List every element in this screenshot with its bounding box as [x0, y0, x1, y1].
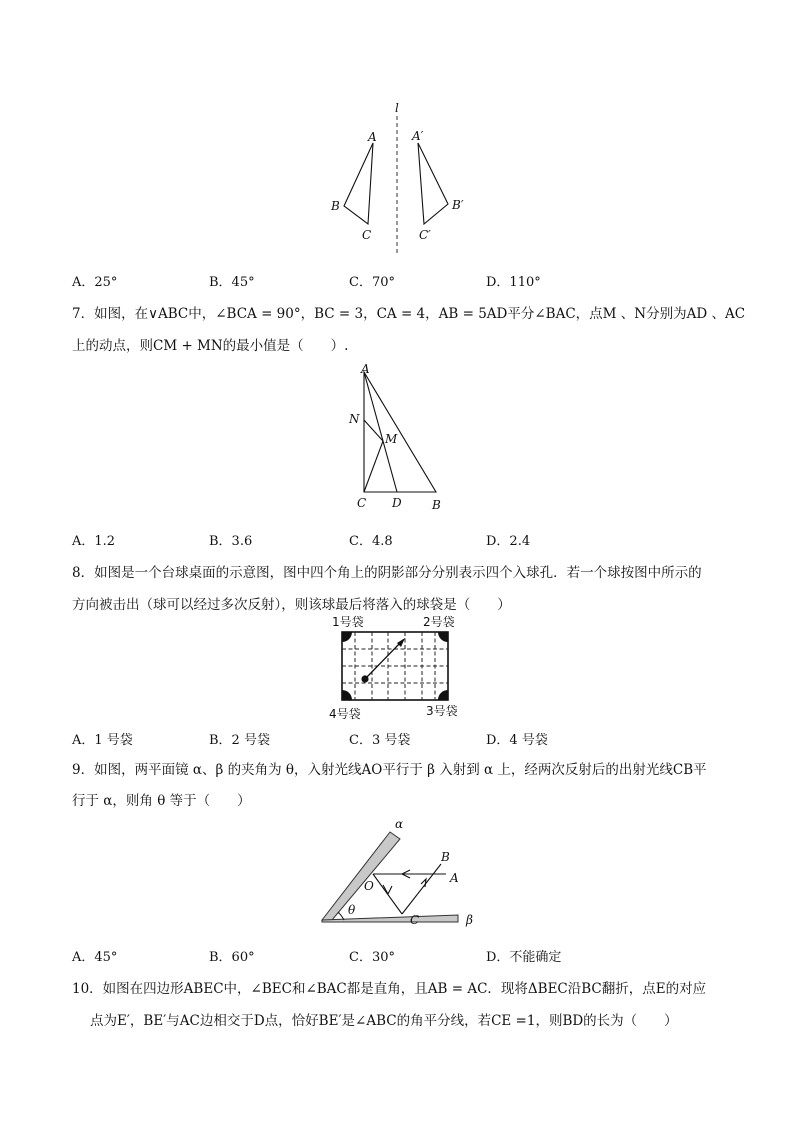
pocket-1	[342, 632, 352, 642]
q6-option-c: C．70°	[349, 275, 395, 290]
point-d: D	[392, 496, 402, 510]
label-alpha: α	[395, 817, 404, 831]
q8-text-line2: 方向被击出（球可以经过多次反射），则该球最后将落入的球袋是（ ）	[72, 597, 511, 613]
mirror-alpha	[322, 832, 400, 920]
label-b: B	[441, 850, 450, 864]
q8-option-d: D．4 号袋	[486, 733, 548, 748]
q7-text-line2: 上的动点，则CM + MN的最小值是（ ）.	[72, 338, 349, 354]
vertex-c-prime: C′	[419, 228, 431, 242]
table-grid	[342, 632, 448, 700]
q7-text-line1: 7．如图，在∨ABC中，∠BCA = 90°，BC = 3，CA = 4，AB = 5AD平分∠BAC，点M 、N分别为AD 、AC	[72, 306, 746, 322]
pocket-4	[342, 690, 352, 700]
q7-option-b: B．3.6	[209, 534, 253, 549]
pocket-3	[438, 690, 448, 700]
label-c: C	[410, 913, 420, 927]
vertex-c: C	[357, 496, 367, 510]
vertex-a-prime: A′	[412, 129, 424, 143]
angle-theta-arc	[338, 912, 344, 920]
mirror-beta	[322, 915, 458, 922]
q6-option-a: A．25°	[72, 275, 118, 290]
vertex-b-prime: B′	[452, 198, 464, 212]
vertex-c: C	[362, 228, 372, 242]
label-beta: β	[466, 913, 473, 927]
vertex-b: B	[331, 199, 340, 213]
q8-option-a: A．1 号袋	[72, 733, 133, 748]
pocket-label-2: 2号袋	[423, 615, 455, 629]
vertex-a: A	[368, 130, 377, 144]
label-theta: θ	[348, 903, 356, 917]
segment-cm	[364, 441, 383, 492]
label-a: A	[450, 871, 459, 885]
q6-option-d: D．110°	[486, 275, 541, 290]
q9-option-a: A．45°	[72, 950, 118, 965]
point-m: M	[385, 432, 398, 446]
pocket-label-1: 1号袋	[332, 615, 364, 629]
point-n: N	[349, 412, 360, 426]
q9-option-d: D．不能确定	[486, 950, 562, 965]
q7-option-c: C．4.8	[349, 534, 393, 549]
q9-text-line2: 行于 α，则角 θ 等于（ ）	[72, 793, 251, 809]
figure-q7-triangle	[340, 360, 460, 515]
pocket-label-3: 3号袋	[426, 704, 458, 718]
ball	[361, 675, 368, 682]
triangle-abc	[344, 143, 373, 224]
vertex-a: A	[361, 362, 370, 376]
vertex-b: B	[432, 498, 441, 512]
ball-path	[365, 640, 403, 679]
figure-q8-billiard-table	[325, 612, 475, 722]
label-o: O	[364, 879, 374, 893]
pocket-2	[438, 632, 448, 642]
q9-text-line1: 9．如图，两平面镜 α、β 的夹角为 θ，入射光线AO平行于 β 入射到 α 上，经两次反射后的出射光线CB平	[72, 762, 707, 778]
q10-text-line1: 10．如图在四边形ABEC中，∠BEC和∠BAC都是直角，且AB = AC．现将ΔBEC沿BC翻折，点E的对应	[72, 981, 707, 997]
q8-option-c: C．3 号袋	[349, 733, 411, 748]
line-label-l: l	[395, 101, 399, 115]
q9-option-b: B．60°	[209, 950, 255, 965]
figure-q6-reflection	[320, 100, 480, 260]
q8-option-b: B．2 号袋	[209, 733, 270, 748]
pocket-label-4: 4号袋	[329, 707, 361, 721]
q8-text-line1: 8．如图是一个台球桌面的示意图，图中四个角上的阴影部分分别表示四个入球孔．若一个球按图中所示的	[72, 565, 702, 581]
q7-option-d: D．2.4	[486, 534, 531, 549]
q10-text-line2: 点为E′，BE′与AC边相交于D点，恰好BE′是∠ABC的角平分线，若CE =1，则BD的长为（ ）	[90, 1013, 678, 1029]
triangle-abc-prime	[418, 143, 448, 224]
q7-option-a: A．1.2	[72, 534, 116, 549]
figure-q9-mirrors	[310, 812, 490, 932]
q6-option-b: B．45°	[209, 275, 255, 290]
q9-option-c: C．30°	[349, 950, 395, 965]
